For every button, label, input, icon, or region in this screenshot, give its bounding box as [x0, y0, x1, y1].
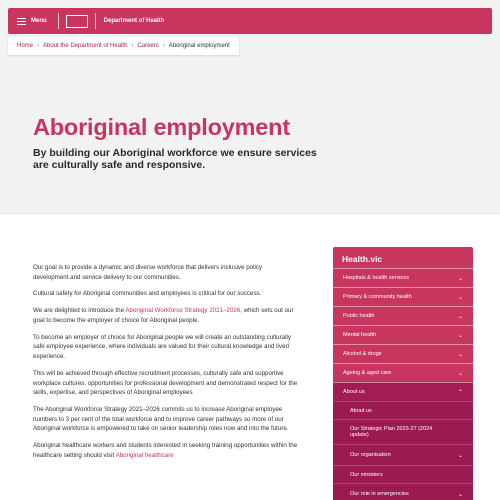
chevron-down-icon: ⌄ [457, 350, 463, 358]
chevron-down-icon: ⌄ [457, 369, 463, 377]
header-divider [58, 13, 59, 29]
breadcrumb-separator-icon: › [162, 43, 165, 49]
content-paragraph: Our goal is to provide a dynamic and diverse workforce that delivers inclusive policy development and service delivery to our communities. [33, 264, 263, 281]
breadcrumb-careers[interactable]: Careers [137, 43, 159, 49]
department-name[interactable]: Department of Health [103, 18, 165, 24]
chevron-down-icon: ⌄ [457, 274, 463, 282]
submenu-item-emergencies[interactable] [333, 483, 473, 500]
menu-button[interactable] [8, 8, 53, 34]
menu-label: Menu [31, 18, 47, 24]
submenu-item-label: Our Strategic Plan 2023-27 (2024 update) [350, 425, 433, 438]
chevron-down-icon: ⌄ [457, 490, 463, 498]
chevron-down-icon: ⌄ [457, 331, 463, 339]
sidebar-item-label: Primary & community health [343, 294, 412, 300]
breadcrumb-separator-icon: › [131, 43, 134, 49]
submenu-item-ministers[interactable] [333, 465, 473, 483]
submenu-item-about-us[interactable] [333, 401, 473, 419]
submenu-item-organisation[interactable] [333, 444, 473, 465]
sidebar-item-about-us[interactable] [333, 382, 473, 401]
chevron-up-icon: ⌃ [457, 388, 463, 396]
vic-gov-logo[interactable] [66, 15, 88, 28]
sidebar-item-label: Hospitals & health services [343, 275, 410, 281]
content-paragraph: Cultural safety for Aboriginal communities and employees is critical for our success. [33, 290, 262, 298]
sidebar-item-ageing[interactable] [333, 363, 473, 382]
aboriginal-healthcare-link[interactable]: Aboriginal healthcare [115, 451, 174, 459]
sidebar-item-hospitals[interactable] [333, 268, 473, 287]
content-paragraph: To become an employer of choice for Aboriginal people we will create an outstanding culturally safe employee experience, where individuals are valued for their cultural knowledge and lived experience. [33, 333, 291, 361]
header-divider [95, 13, 96, 29]
paragraph-text: , which sets out our goal to become the employer of choice for Aboriginal people. [33, 307, 294, 324]
sidebar-item-alcohol-drugs[interactable] [333, 344, 473, 363]
submenu-item-label: Our ministers [350, 471, 383, 478]
submenu-item-strategic-plan[interactable] [333, 419, 473, 444]
content-paragraph: The Aboriginal Workforce Strategy 2021–2026 commits us to increase Aboriginal employee numbers to 3 per cent of the total workforce and to improve career pathways so more of our Aboriginal workforce is empowered to take on senior leadership roles now and into the future. [33, 406, 289, 433]
sidebar-item-primary-community[interactable] [333, 287, 473, 306]
page-intro: By building our Aboriginal workforce we ensure services are culturally safe and responsive. [33, 147, 317, 171]
strategy-link[interactable]: Aboriginal Workforce Strategy 2021–2026 [125, 307, 241, 315]
submenu-item-label: Our organisation [350, 452, 391, 458]
sidebar-submenu [333, 401, 473, 500]
sidebar-item-label: Mental health [343, 332, 377, 338]
sidebar-nav [333, 247, 473, 500]
breadcrumb-home[interactable]: Home [17, 43, 34, 49]
sidebar-item-public-health[interactable] [333, 306, 473, 325]
submenu-item-label: Our role in emergencies [350, 491, 409, 497]
breadcrumb-current: Aboriginal employment [168, 43, 230, 49]
paragraph-text: We are delighted to introduce the [33, 307, 126, 315]
site-header [8, 8, 492, 34]
breadcrumb-about[interactable]: About the Department of Health [43, 43, 128, 49]
sidebar-title[interactable]: Health.vic [333, 247, 473, 268]
content-paragraph: This will be achieved through effective recruitment processes, culturally safe and supportive workplace cultures, opportunities for professional development and demonstrated respect for the skills, expertise, and perspectives of Aboriginal employees [33, 369, 298, 397]
breadcrumb [8, 37, 239, 55]
content-paragraph [33, 441, 298, 460]
content-paragraph [33, 306, 298, 325]
sidebar-item-mental-health[interactable] [333, 325, 473, 344]
sidebar-item-label: About us [343, 389, 365, 395]
submenu-item-label: About us [350, 407, 372, 414]
main-content [33, 263, 298, 468]
sidebar-item-label: Ageing & aged care [343, 370, 392, 376]
chevron-down-icon: ⌄ [457, 312, 463, 320]
chevron-down-icon: ⌄ [457, 451, 463, 459]
sidebar-item-label: Public health [343, 313, 375, 319]
page-title: Aboriginal employment [33, 114, 290, 140]
chevron-down-icon: ⌄ [457, 293, 463, 301]
breadcrumb-separator-icon: › [37, 43, 40, 49]
paragraph-text: Aboriginal healthcare workers and students interested in seeking training opportunities within the healthcare setting should visit [33, 442, 298, 459]
sidebar-item-label: Alcohol & drugs [343, 351, 382, 357]
hamburger-icon [17, 18, 26, 25]
